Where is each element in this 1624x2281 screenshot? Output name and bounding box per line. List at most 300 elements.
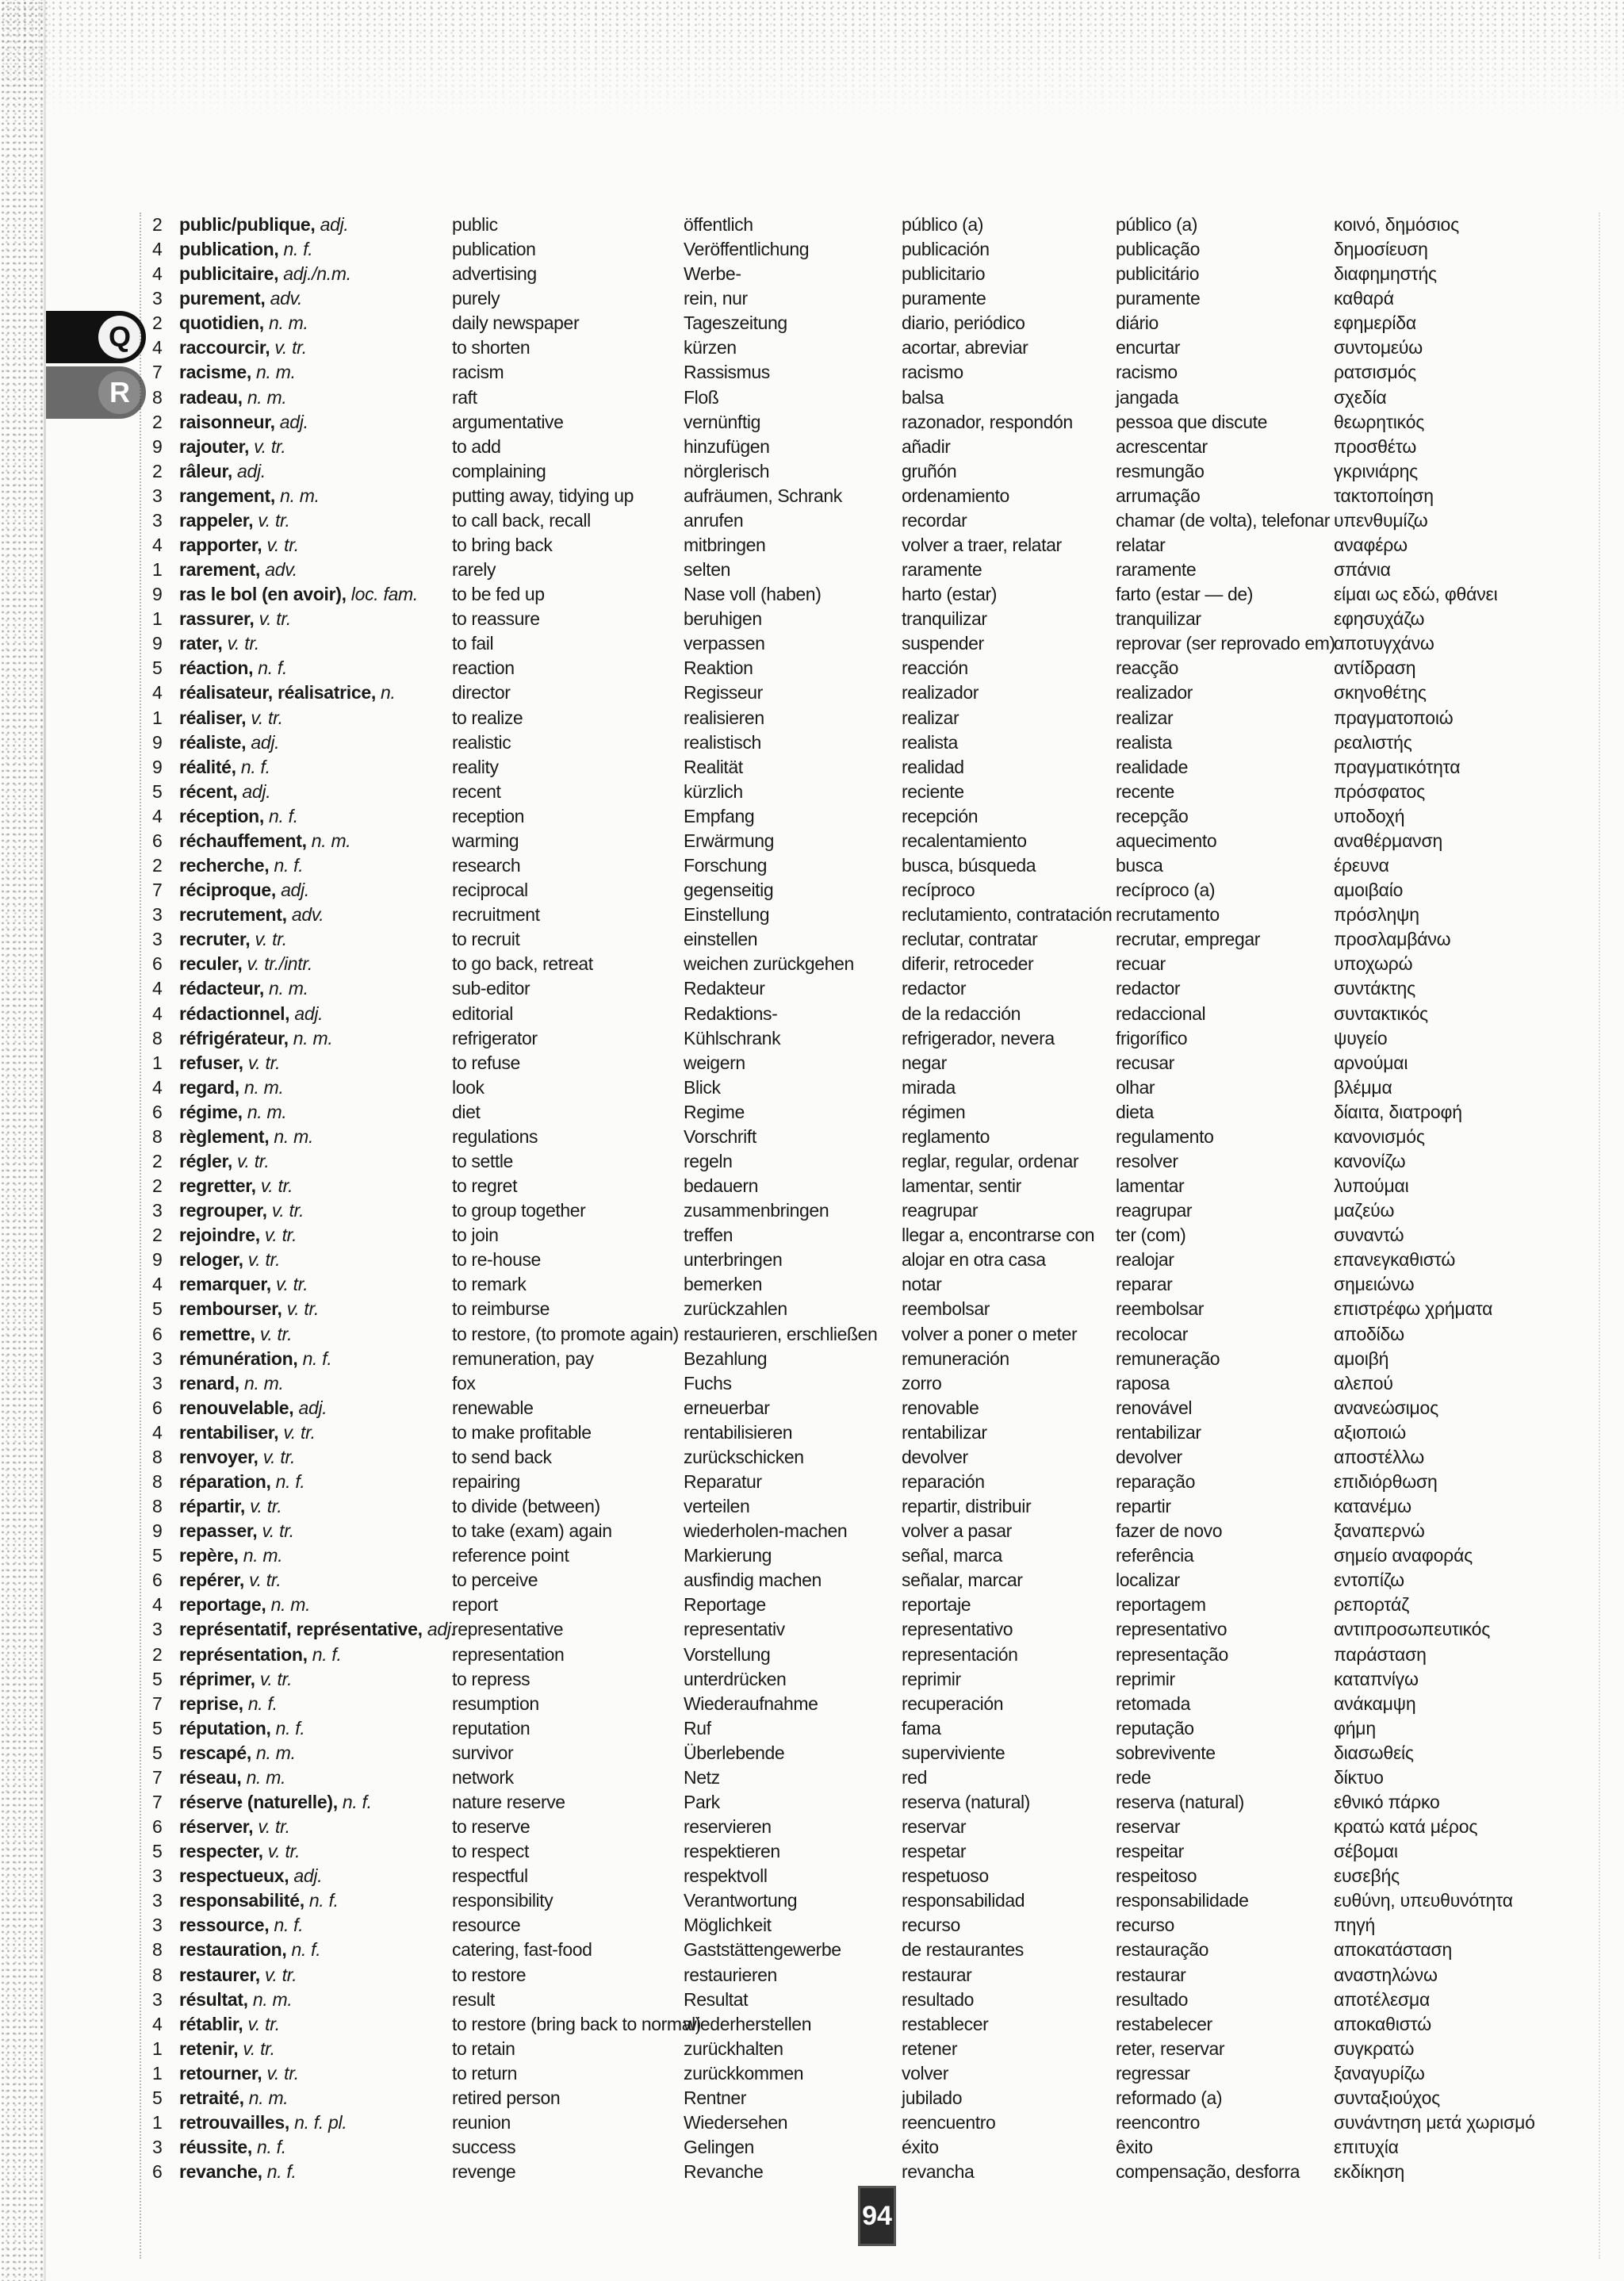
entry-part-of-speech: adj. [298,1397,327,1418]
tab-letter-r-label: R [98,371,141,414]
table-row [152,311,1548,335]
entry-spanish: zorro [902,1372,942,1394]
entry-french [179,730,279,755]
entry-french-headword: rajouter, [179,435,250,457]
entry-german: representativ [684,1619,785,1640]
entry-french-headword: réaliser, [179,707,247,728]
entry-number: 6 [152,1816,163,1838]
entry-portuguese: recolocar [1116,1323,1188,1344]
entry-greek: πραγματικότητα [1334,756,1461,777]
entry-french-headword: régler, [179,1150,232,1171]
entry-english: reference point [452,1545,569,1566]
entry-number: 3 [152,904,163,926]
table-row [152,1839,1548,1864]
entry-greek: υποδοχή [1334,805,1405,826]
entry-part-of-speech: n. m. [246,1766,286,1788]
entry-part-of-speech: v. tr. [247,1052,281,1073]
entry-french-headword: réciproque, [179,880,276,901]
entry-portuguese: sobrevivente [1116,1742,1216,1763]
entry-portuguese: repartir [1116,1496,1171,1517]
entry-german: Überlebende [684,1742,785,1763]
entry-german: anrufen [684,509,744,531]
table-row [152,878,1548,903]
entry-french [179,680,396,705]
entry-spanish: recíproco [902,880,975,901]
entry-number: 7 [152,1693,163,1714]
entry-spanish: refrigerador, nevera [902,1027,1055,1048]
entry-portuguese: reacção [1116,657,1179,679]
entry-part-of-speech: v. tr. [286,1298,320,1320]
entry-english: to make profitable [452,1421,592,1443]
entry-english: reaction [452,657,515,679]
table-row [152,706,1548,730]
entry-spanish: negar [902,1052,947,1073]
entry-english: nature reserve [452,1792,565,1812]
entry-portuguese: resultado [1116,1988,1189,2010]
entry-french [179,2135,286,2160]
entry-french [179,1149,269,1174]
entry-portuguese: localizar [1116,1570,1180,1591]
entry-spanish: reagrupar [902,1200,979,1221]
table-row [152,680,1548,705]
entry-spanish: reacción [902,657,968,679]
entry-english: racism [452,362,504,383]
table-row [152,1100,1548,1125]
entry-part-of-speech: n. m. [247,1101,287,1122]
entry-number: 8 [152,1496,163,1517]
entry-spanish: representativo [902,1619,1013,1640]
entry-english: public [452,214,498,235]
entry-number: 4 [152,2013,163,2034]
entry-english: reunion [452,2112,511,2133]
entry-spanish: reglamento [902,1125,990,1147]
entry-greek: αποδίδω [1334,1323,1404,1344]
entry-german: Redakteur [684,978,765,999]
entry-french [179,1494,282,1519]
entry-greek: σχεδία [1334,386,1387,408]
entry-spanish: recurso [902,1915,960,1936]
entry-english: look [452,1076,485,1098]
entry-german: Nase voll (haben) [684,584,822,605]
entry-spanish: acortar, abreviar [902,337,1028,358]
entry-portuguese: raramente [1116,559,1197,581]
entry-french [179,2110,347,2135]
entry-french-headword: réaliste, [179,731,247,753]
entry-english: to be fed up [452,584,545,605]
entry-french [179,1692,278,1716]
entry-german: wiederherstellen [684,2013,812,2034]
entry-spanish: reglar, regular, ordenar [902,1150,1079,1171]
entry-spanish: reclutamiento, contratación [902,904,1113,926]
entry-part-of-speech: n. f. [266,2161,297,2183]
entry-german: respektvoll [684,1865,768,1887]
entry-german: kürzen [684,337,737,358]
entry-spanish: mirada [902,1076,956,1098]
entry-german: Vorschrift [684,1125,756,1147]
entry-french [179,508,290,533]
entry-part-of-speech: n. f. [274,855,304,876]
entry-greek: αμοιβαίο [1334,880,1404,901]
entry-french-headword: réparation, [179,1470,271,1492]
entry-french-headword: reprise, [179,1693,243,1714]
entry-french-headword: remettre, [179,1323,255,1344]
entry-french-headword: public/publique, [179,214,316,235]
entry-french [179,1297,319,1321]
entry-spanish: responsabilidad [902,1890,1025,1911]
entry-english: to group together [452,1200,586,1221]
entry-french-headword: renard, [179,1372,239,1394]
entry-english: advertising [452,263,537,285]
entry-german: Empfang [684,805,755,826]
entry-french-headword: renvoyer, [179,1446,259,1467]
entry-number: 8 [152,1027,163,1048]
table-row [152,2160,1548,2184]
entry-spanish: restaurar [902,1964,972,1985]
entry-greek: συγκρατώ [1334,2038,1415,2059]
entry-number: 6 [152,1101,163,1122]
entry-german: Regisseur [684,682,763,703]
entry-number: 4 [152,805,163,826]
entry-portuguese: puramente [1116,288,1201,309]
entry-number: 8 [152,1446,163,1467]
entry-french-headword: réalisateur, réalisatrice, [179,682,376,703]
entry-french-headword: rejoindre, [179,1225,260,1246]
entry-part-of-speech: v. tr. [259,1323,293,1344]
table-row [152,1643,1548,1667]
entry-german: Verantwortung [684,1890,798,1911]
entry-greek: συντακτικός [1334,1002,1428,1024]
table-row [152,1593,1548,1617]
entry-french-headword: purement, [179,288,266,309]
entry-portuguese: representativo [1116,1619,1228,1640]
entry-greek: σέβομαι [1334,1841,1398,1862]
entry-english: to repress [452,1668,530,1689]
entry-part-of-speech: v. tr. [247,1249,281,1271]
entry-spanish: balsa [902,386,944,408]
entry-part-of-speech: v. tr. [283,1421,316,1443]
entry-english: argumentative [452,411,564,432]
entry-portuguese: recrutamento [1116,904,1220,926]
entry-french [179,2037,275,2061]
entry-number: 6 [152,830,163,851]
entry-part-of-speech: n. f. [312,1643,342,1665]
entry-german: Gaststättengewerbe [684,1939,841,1961]
entry-number: 6 [152,1323,163,1344]
entry-number: 1 [152,559,163,581]
entry-french [179,262,351,286]
entry-french [179,2061,299,2086]
entry-english: reality [452,756,499,777]
entry-spanish: señal, marca [902,1545,1002,1566]
entry-german: zurückhalten [684,2038,783,2059]
entry-french-headword: représentatif, représentative, [179,1619,423,1640]
entry-part-of-speech: adj. [242,780,271,802]
entry-french [179,755,270,780]
entry-portuguese: referência [1116,1545,1194,1566]
entry-part-of-speech: v. tr. [250,1496,282,1517]
table-row [152,607,1548,631]
entry-number: 9 [152,1520,163,1542]
entry-number: 9 [152,731,163,753]
entry-portuguese: aquecimento [1116,830,1217,851]
entry-english: to send back [452,1446,552,1467]
entry-greek: επιστρέφω χρήματα [1334,1298,1493,1320]
entry-portuguese: diário [1116,312,1159,334]
table-row [152,656,1548,680]
entry-number: 5 [152,1717,163,1739]
entry-number: 1 [152,2062,163,2084]
entry-french [179,1568,281,1593]
entry-english: retired person [452,2087,561,2108]
entry-french-headword: rétablir, [179,2013,243,2034]
scan-speckle-top [0,0,1624,119]
entry-french [179,1223,297,1248]
entry-french [179,804,298,829]
entry-french [179,1913,303,1938]
table-row [152,780,1548,804]
entry-greek: αλεπού [1334,1372,1393,1394]
table-row [152,1272,1548,1297]
entry-english: purely [452,288,500,309]
entry-spanish: rentabilizar [902,1421,987,1443]
table-row [152,1815,1548,1839]
entry-number: 5 [152,2087,163,2108]
entry-portuguese: acrescentar [1116,435,1208,457]
entry-part-of-speech: v. tr. [267,1841,301,1862]
entry-spanish: reencuentro [902,2112,996,2133]
entry-french [179,1864,322,1888]
entry-number: 4 [152,1002,163,1024]
entry-greek: συνάντηση μετά χωρισμό [1334,2112,1535,2133]
entry-portuguese: redactor [1116,978,1181,999]
entry-english: to join [452,1225,499,1246]
entry-number: 5 [152,1742,163,1763]
entry-number: 1 [152,707,163,728]
table-row [152,2135,1548,2160]
entry-spanish: volver a poner o meter [902,1323,1078,1344]
entry-greek: σημείο αναφοράς [1334,1545,1473,1566]
table-row [152,1790,1548,1815]
entry-number: 8 [152,1470,163,1492]
table-row [152,558,1548,582]
entry-portuguese: restaurar [1116,1964,1186,1985]
entry-number: 1 [152,2112,163,2133]
entry-french-headword: regretter, [179,1175,256,1197]
entry-number: 3 [152,929,163,950]
table-row [152,755,1548,780]
entry-number: 9 [152,435,163,457]
entry-french-headword: regrouper, [179,1200,267,1221]
entry-greek: δίκτυο [1334,1766,1384,1788]
entry-german: Wiedersehen [684,2112,788,2133]
entry-english: to retain [452,2038,515,2059]
entry-portuguese: reportagem [1116,1594,1206,1616]
table-row [152,903,1548,927]
entry-greek: εφησυχάζω [1334,608,1425,630]
entry-number: 4 [152,978,163,999]
entry-number: 3 [152,1865,163,1887]
vocabulary-table [152,213,1548,2184]
entry-spanish: repartir, distribuir [902,1496,1032,1517]
entry-part-of-speech: v. tr. [258,509,290,531]
entry-english: to restore, (to promote again) [452,1323,679,1344]
entry-french [179,459,266,484]
table-row [152,1347,1548,1371]
entry-german: Rentner [684,2087,747,2108]
table-row [152,1494,1548,1519]
table-row [152,730,1548,755]
entry-french [179,435,286,459]
entry-spanish: retener [902,2038,958,2059]
entry-part-of-speech: n. f. [308,1890,339,1911]
entry-portuguese: resmungão [1116,460,1205,481]
entry-french-headword: radeau, [179,386,243,408]
table-row [152,1322,1548,1347]
entry-spanish: reciente [902,780,964,802]
entry-english: to add [452,435,501,457]
entry-portuguese: dieta [1116,1101,1154,1122]
table-row [152,1125,1548,1149]
entry-german: Veröffentlichung [684,239,810,260]
table-row [152,262,1548,286]
entry-english: success [452,2137,516,2158]
entry-number: 7 [152,1792,163,1812]
entry-number: 8 [152,1125,163,1147]
entry-french-headword: retourner, [179,2062,262,2084]
entry-number: 6 [152,953,163,975]
entry-french-headword: restaurer, [179,1964,260,1985]
entry-spanish: recordar [902,509,967,531]
entry-portuguese: recusar [1116,1052,1174,1073]
entry-english: recruitment [452,904,540,926]
entry-german: zurückzahlen [684,1298,787,1320]
entry-greek: καταπνίγω [1334,1668,1419,1689]
entry-greek: επανεγκαθιστώ [1334,1249,1456,1271]
entry-greek: εθνικό πάρκο [1334,1792,1440,1812]
entry-portuguese: reservar [1116,1816,1181,1838]
entry-portuguese: reprimir [1116,1668,1175,1689]
table-row [152,286,1548,311]
entry-part-of-speech: v. tr. [264,1964,297,1985]
entry-spanish: señalar, marcar [902,1570,1023,1591]
entry-english: respectful [452,1865,528,1887]
entry-spanish: reclutar, contratar [902,929,1038,950]
table-row [152,1174,1548,1198]
entry-german: Vorstellung [684,1643,771,1665]
entry-greek: παράσταση [1334,1643,1427,1665]
entry-german: weigern [684,1052,745,1073]
entry-portuguese: redaccional [1116,1002,1206,1024]
entry-number: 2 [152,214,163,235]
entry-spanish: tranquilizar [902,608,987,630]
entry-greek: λυπούμαι [1334,1175,1409,1197]
table-row [152,1765,1548,1790]
entry-french-headword: rémunération, [179,1348,298,1369]
entry-number: 5 [152,780,163,802]
entry-french [179,1815,290,1839]
entry-greek: υπενθυμίζω [1334,509,1428,531]
entry-part-of-speech: n. f. [274,1915,304,1936]
entry-portuguese: remuneração [1116,1348,1220,1369]
entry-french-headword: renouvelable, [179,1397,294,1418]
entry-spanish: publicitario [902,263,986,285]
entry-part-of-speech: v. tr. [247,2013,280,2034]
table-row [152,435,1548,459]
table-row [152,1617,1548,1642]
entry-portuguese: reparação [1116,1470,1195,1492]
entry-french [179,1963,297,1988]
entry-greek: ρατσισμός [1334,362,1416,383]
entry-french-headword: réaction, [179,657,254,679]
entry-portuguese: compensação, desforra [1116,2161,1300,2183]
entry-greek: ρεαλιστής [1334,731,1412,753]
table-row [152,1864,1548,1888]
entry-french-headword: réputation, [179,1717,271,1739]
entry-number: 4 [152,535,163,556]
entry-english: regulations [452,1125,538,1147]
entry-spanish: reserva (natural) [902,1792,1030,1812]
entry-french [179,1347,331,1371]
entry-english: daily newspaper [452,312,580,334]
table-row [152,2110,1548,2135]
entry-french [179,335,307,360]
entry-french-headword: râleur, [179,460,232,481]
entry-german: regeln [684,1150,733,1171]
entry-english: sub-editor [452,978,530,999]
entry-french-headword: respecter, [179,1841,263,1862]
entry-spanish: llegar a, encontrarse con [902,1225,1095,1246]
entry-french [179,1938,320,1962]
table-row [152,1223,1548,1248]
entry-spanish: renovable [902,1397,979,1418]
entry-french [179,385,286,410]
tab-letter-q [46,311,146,363]
entry-english: to realize [452,707,523,728]
entry-greek: ψυγείο [1334,1027,1388,1048]
entry-french [179,213,349,237]
entry-greek: σπάνια [1334,559,1391,581]
entry-greek: προσλαμβάνω [1334,929,1451,950]
entry-french [179,927,287,952]
entry-greek: ανανεώσιμος [1334,1397,1439,1418]
entry-spanish: suspender [902,633,984,654]
entry-part-of-speech: v. tr. [237,1150,270,1171]
table-row [152,1667,1548,1692]
entry-portuguese: restauração [1116,1939,1209,1961]
entry-greek: θεωρητικός [1334,411,1425,432]
entry-number: 8 [152,386,163,408]
entry-portuguese: público (a) [1116,214,1197,235]
entry-greek: επιδιόρθωση [1334,1470,1438,1492]
entry-french-headword: rappeler, [179,509,254,531]
entry-german: öffentlich [684,214,753,235]
entry-greek: διαφημηστής [1334,263,1437,285]
entry-german: Bezahlung [684,1348,768,1369]
entry-english: to reimburse [452,1298,550,1320]
entry-german: weichen zurückgehen [684,953,854,975]
entry-part-of-speech: n. m. [269,978,308,999]
entry-part-of-speech: n. f. [257,2137,286,2158]
entry-greek: αποκαθιστώ [1334,2013,1431,2034]
entry-spanish: superviviente [902,1742,1005,1763]
entry-french [179,952,312,976]
entry-portuguese: respeitar [1116,1841,1184,1862]
entry-english: rarely [452,559,496,581]
entry-spanish: añadir [902,435,951,457]
table-row [152,237,1548,262]
entry-part-of-speech: n. f. [269,805,298,826]
entry-number: 9 [152,1249,163,1271]
